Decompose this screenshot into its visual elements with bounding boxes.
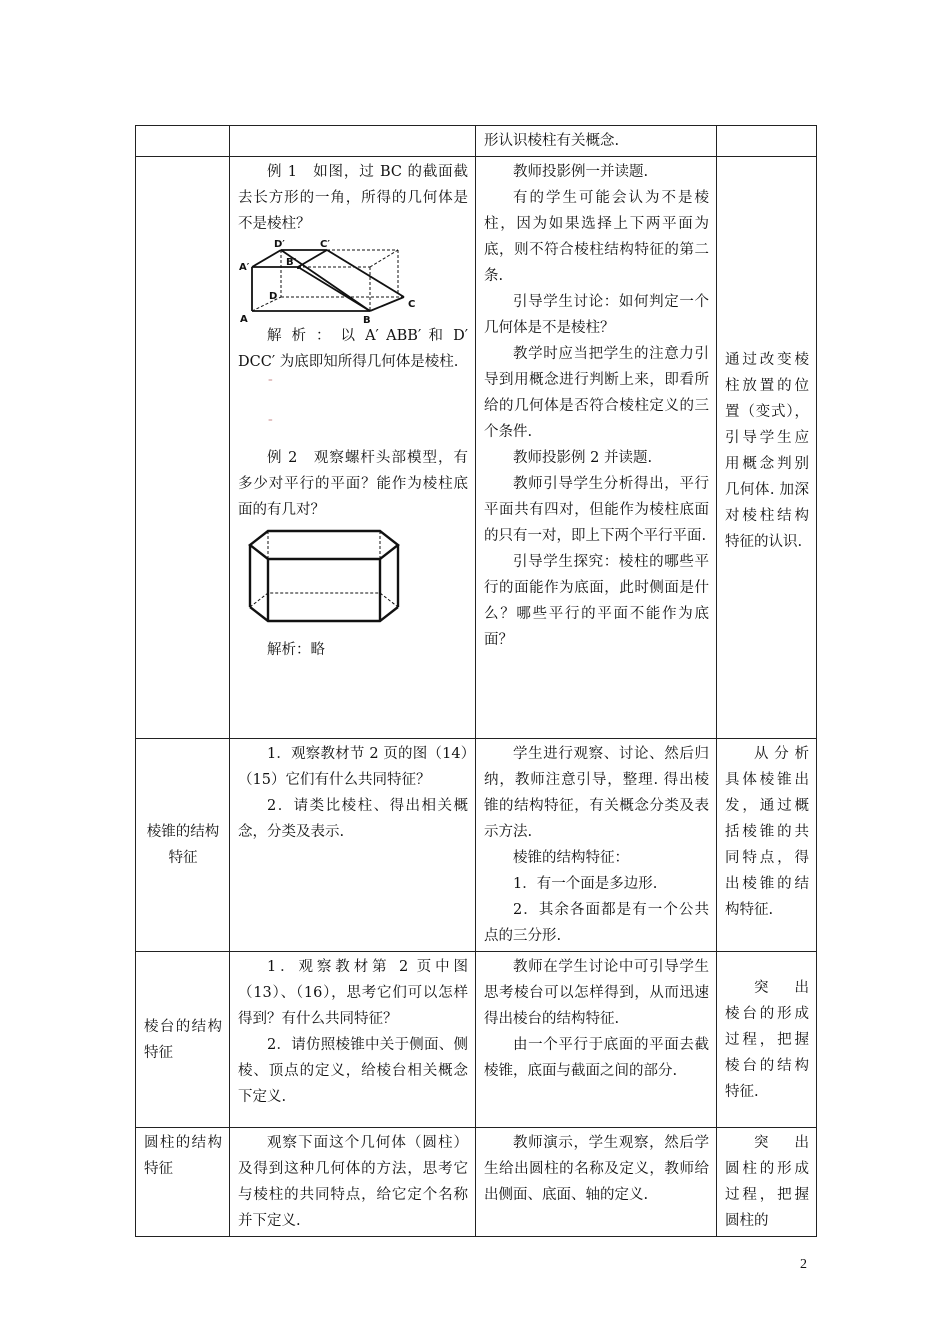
text-line: 突 出棱台的形成过程，把握棱台的结构特征. <box>725 979 809 1100</box>
text-line: 1．有一个面是多边形. <box>513 876 658 892</box>
text-line: 学生进行观察、讨论、然后归纳，教师注意引导，整理. 得出棱锥的结构特征，有关概念分类及表示方法. <box>484 746 709 840</box>
text-line: 2．请仿照棱锥中关于侧面、侧棱、顶点的定义，给棱台相关概念下定义. <box>238 1037 468 1105</box>
cell-teacher-activity <box>476 739 717 952</box>
text-line: 观察下面这个几何体（圆柱）及得到这种几何体的方法，思考它与棱柱的共同特点，给它定个名称并下定义. <box>238 1135 468 1229</box>
text-line: 1．观察教材节 2 页的图（14）（15）它们有什么共同特征？ <box>238 746 468 788</box>
label-b1: B′ <box>286 257 297 268</box>
label-d1: D′ <box>274 239 285 250</box>
example-1-analysis: 解 析 ： 以 A′ ABB′ 和 D′ DCC′ 为底即知所得几何体是棱柱. <box>238 328 468 370</box>
topic-title: 棱锥的结构特征 <box>146 824 220 866</box>
cell-design-intent <box>717 739 817 952</box>
hexagonal-prism-figure <box>238 525 438 629</box>
cell-topic-empty <box>136 126 230 157</box>
text-line: 由一个平行于底面的平面去截棱锥，底面与截面之间的部分. <box>484 1037 709 1079</box>
label-d: D <box>269 291 278 302</box>
text-line: 形认识棱柱有关概念. <box>484 133 620 149</box>
text-line: 棱锥的结构特征： <box>513 850 629 866</box>
cell-design-intent <box>717 157 817 739</box>
text-line: 2．请类比棱柱、得出相关概念，分类及表示. <box>238 798 468 840</box>
text-line: 通过改变棱柱放置的位置（变式），引导学生应用概念判别几何体. 加深对棱柱结构特征的认识. <box>725 352 809 550</box>
label-a1: A′ <box>239 262 250 273</box>
editor-mark: ⁼ <box>268 377 273 387</box>
text-line: 教师在学生讨论中可引导学生思考棱台可以怎样得到，从而迅速得出棱台的结构特征. <box>484 959 709 1027</box>
lesson-plan-table <box>135 125 817 1237</box>
cell-teacher-activity <box>476 126 717 157</box>
text-line: 引导学生探究：棱柱的哪些平行的面能作为底面，此时侧面是什么？哪些平行的平面不能作为底面？ <box>484 554 709 648</box>
cell-teacher-activity <box>476 1128 717 1237</box>
example-2-text: 例 2 观察螺杆头部模型，有多少对平行的平面？能作为棱柱底面的有几对？ <box>238 450 468 518</box>
cell-teacher-activity <box>476 157 717 739</box>
table-row <box>136 157 817 739</box>
example-1-text: 例 1 如图，过 BC 的截面截去长方形的一角，所得的几何体是不是棱柱？ <box>238 164 468 232</box>
cell-teacher-activity <box>476 952 717 1128</box>
text-line: 1．观察教材第 2 页中图（13）、（16），思考它们可以怎样得到？有什么共同特征？ <box>238 959 468 1027</box>
text-line: 教师演示，学生观察，然后学生给出圆柱的名称及定义，教师给出侧面、底面、轴的定义. <box>484 1135 709 1203</box>
label-a: A <box>240 314 248 323</box>
cell-design-intent-empty <box>717 126 817 157</box>
text-line: 有的学生可能会认为不是棱柱，因为如果选择上下两平面为底，则不符合棱柱结构特征的第二条. <box>484 190 709 284</box>
text-line: 教师引导学生分析得出，平行平面共有四对，但能作为棱柱底面的只有一对，即上下两个平行平面. <box>484 476 709 544</box>
cell-topic <box>136 952 230 1128</box>
text-line: 引导学生讨论：如何判定一个几何体是不是棱柱？ <box>484 294 709 336</box>
text-line: 教师投影例 2 并读题. <box>513 450 653 466</box>
truncated-box-figure <box>238 239 438 323</box>
text-line: 2．其余各面都是有一个公共点的三分形. <box>484 902 709 944</box>
cell-content <box>230 1128 476 1237</box>
table-row <box>136 126 817 157</box>
text-line: 教师投影例一并读题. <box>513 164 649 180</box>
cell-topic <box>136 1128 230 1237</box>
table-row <box>136 739 817 952</box>
table-row <box>136 1128 817 1237</box>
label-c1: C′ <box>320 239 330 250</box>
cell-topic-empty <box>136 157 230 739</box>
cell-design-intent <box>717 1128 817 1237</box>
editor-mark: ⁼ <box>268 417 273 427</box>
cell-content <box>230 952 476 1128</box>
cell-examples <box>230 157 476 739</box>
example-2-analysis: 解析：略 <box>267 642 325 658</box>
cell-design-intent <box>717 952 817 1128</box>
topic-title: 棱台的结构特征 <box>144 1018 222 1061</box>
page-number: 2 <box>800 1257 807 1272</box>
text-line: 突 出圆柱的形成过程，把握圆柱的 <box>725 1135 809 1229</box>
text-line: 从分析具体棱锥出发，通过概括棱锥的共同特点，得出棱锥的结构特征. <box>725 746 809 918</box>
label-c: C <box>408 299 416 310</box>
label-b: B <box>363 315 371 323</box>
cell-content <box>230 739 476 952</box>
cell-content-empty <box>230 126 476 157</box>
topic-title: 圆柱的结构特征 <box>144 1135 222 1177</box>
text-line: 教学时应当把学生的注意力引导到用概念进行判断上来，即看所给的几何体是否符合棱柱定义的三个条件. <box>484 346 709 440</box>
cell-topic <box>136 739 230 952</box>
table-row <box>136 952 817 1128</box>
